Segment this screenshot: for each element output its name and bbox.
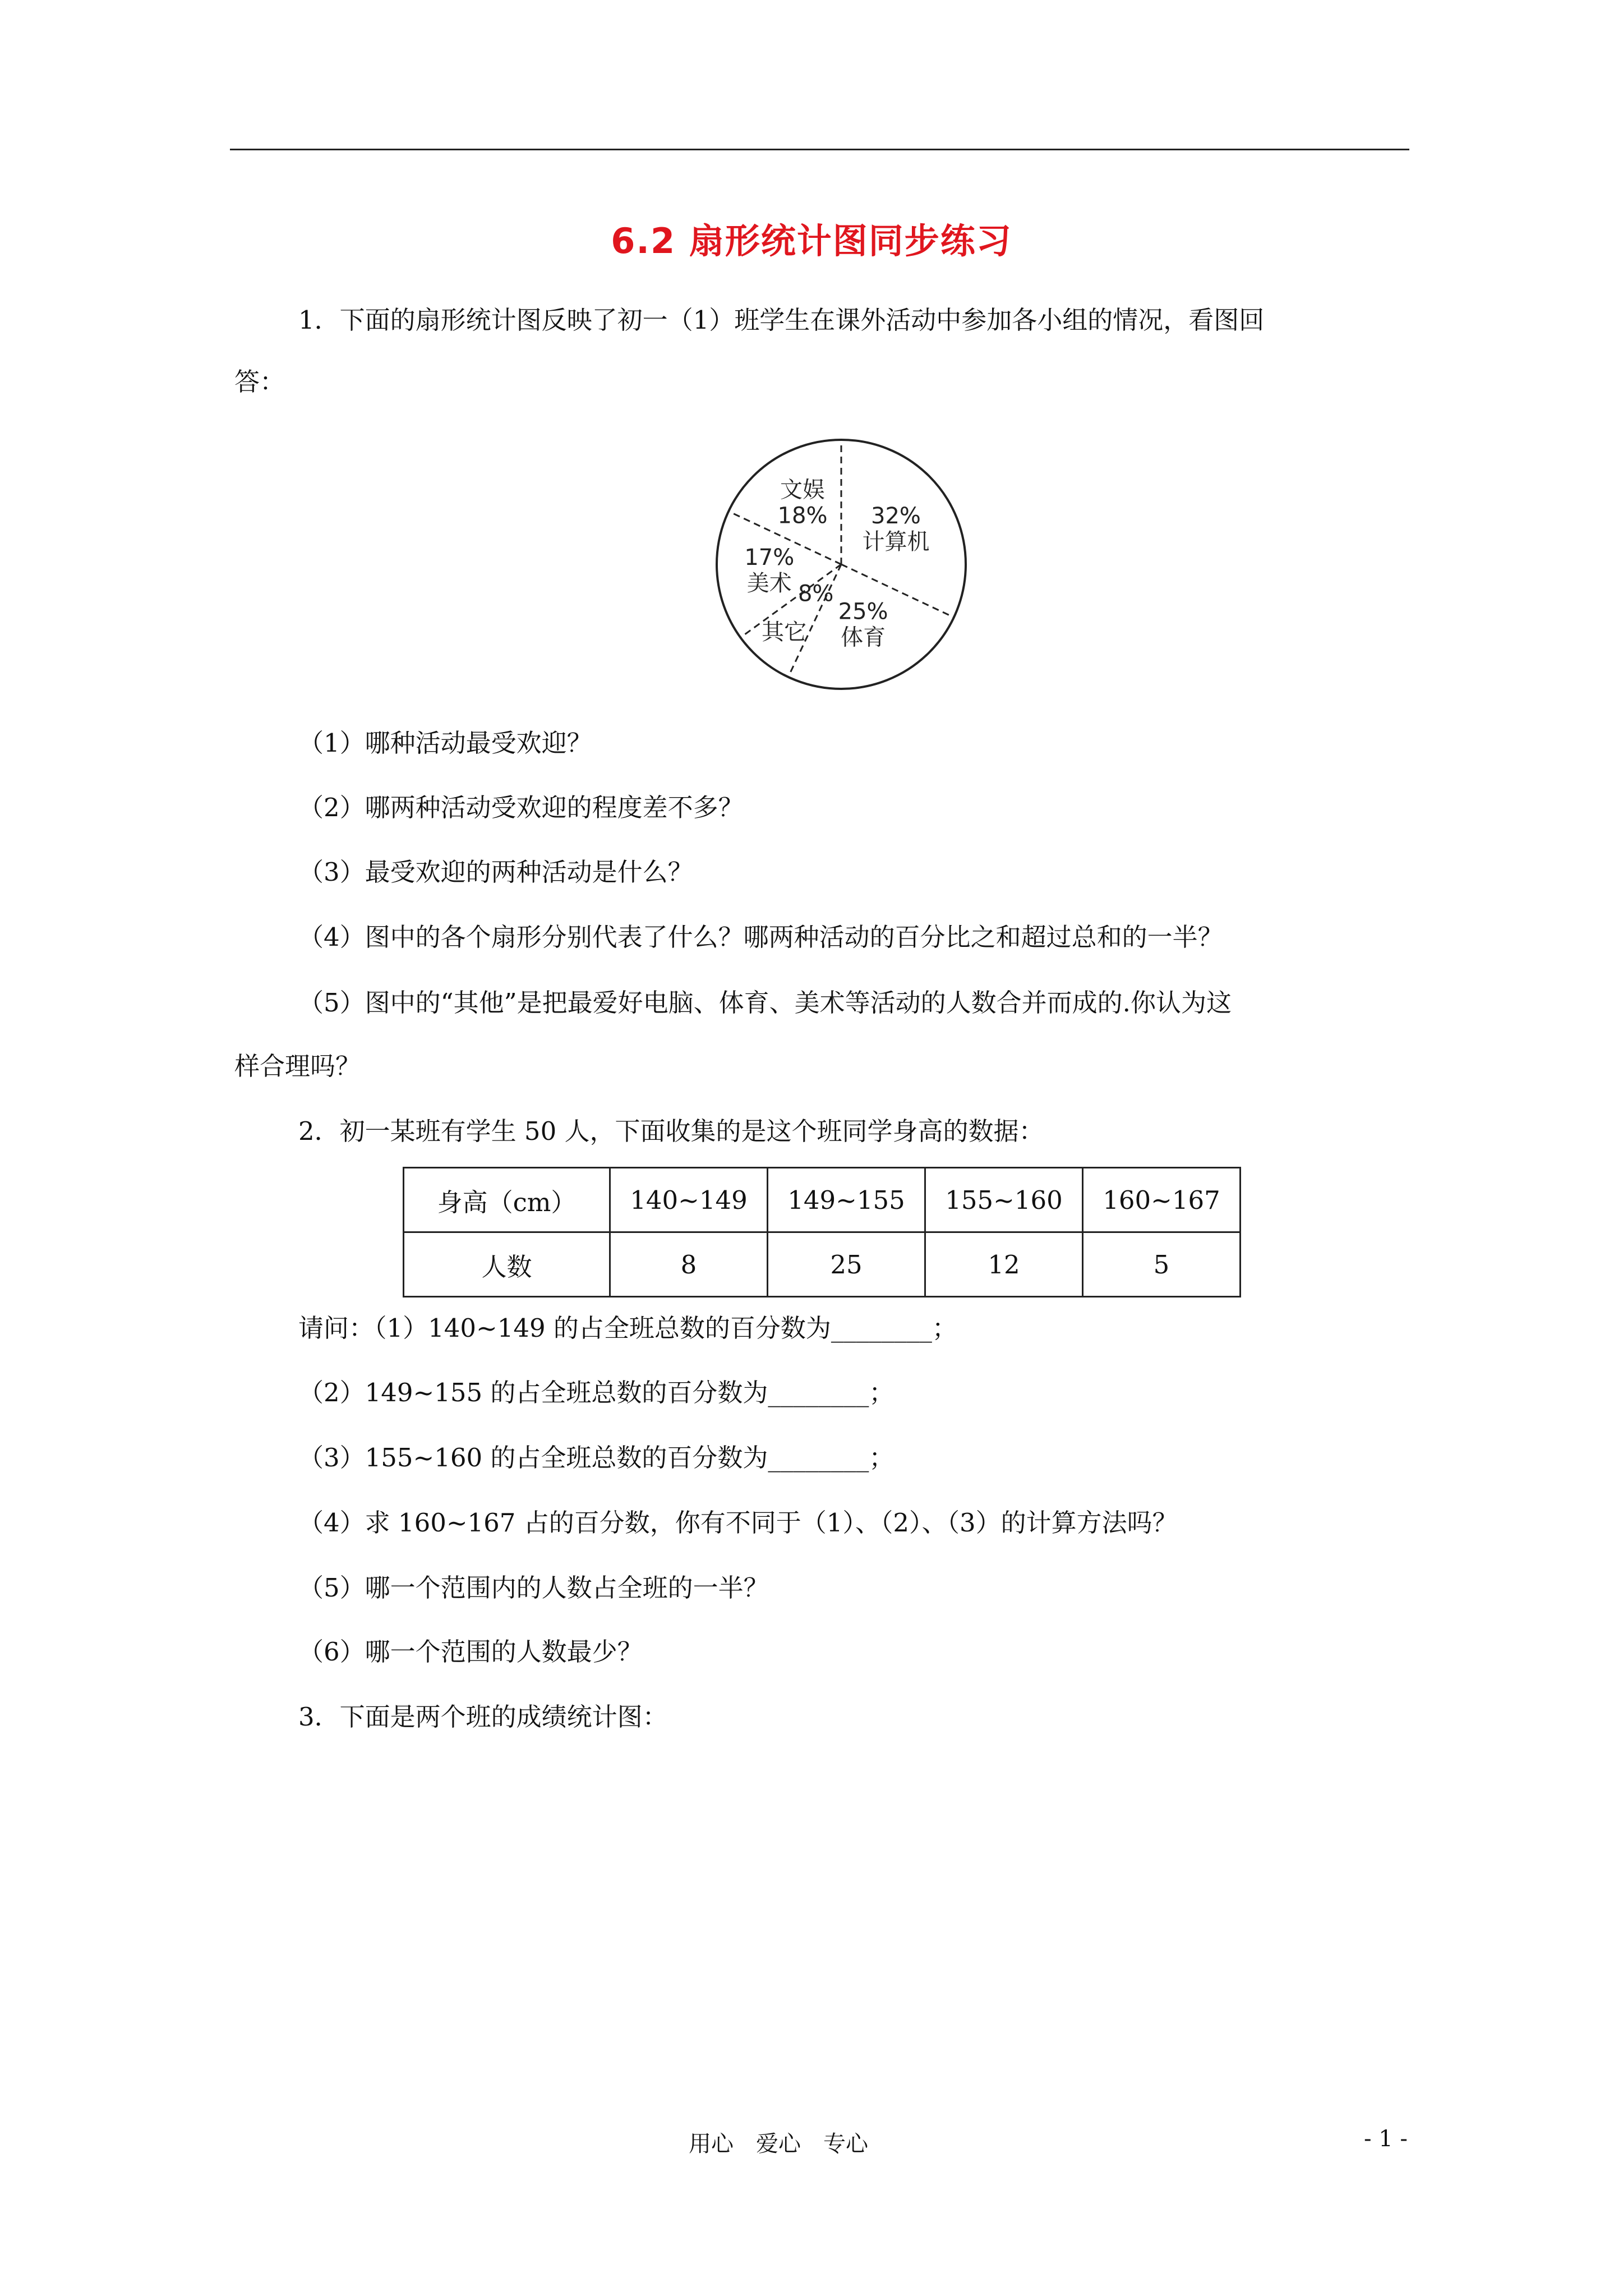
header-rule <box>230 149 1409 150</box>
q2-sub-2: （2）149~155 的占全班总数的百分数为________； <box>298 1378 895 1407</box>
q1-intro-line2: 答： <box>234 367 285 397</box>
q2-sub-3: （3）155~160 的占全班总数的百分数为________； <box>298 1443 895 1473</box>
q1-sub-5: （5）图中的“其他”是把最爱好电脑、体育、美术等活动的人数合并而成的.你认为这 <box>298 988 1232 1018</box>
table-cell: 25 <box>768 1232 925 1297</box>
pie-slice-name-label: 体育 <box>841 624 886 651</box>
q2-sub-6: （6）哪一个范围的人数最少？ <box>298 1637 643 1667</box>
q2-intro: 2．初一某班有学生 50 人，下面收集的是这个班同学身高的数据： <box>298 1116 1044 1146</box>
table-row <box>404 1168 1241 1232</box>
q1-sub-4: （4）图中的各个扇形分别代表了什么？哪两种活动的百分比之和超过总和的一半？ <box>298 922 1223 952</box>
pie-slice-pct-label: 18% <box>777 503 828 529</box>
q2-sub-5: （5）哪一个范围内的人数占全班的一半？ <box>298 1573 769 1603</box>
table-cell: 12 <box>925 1232 1083 1297</box>
table-row <box>404 1232 1241 1297</box>
pie-slice-pct-label: 32% <box>871 503 921 530</box>
table-cell: 人数 <box>404 1232 610 1297</box>
pie-slice-name-label: 文娱 <box>780 477 826 503</box>
q1-sub-1: （1）哪种活动最受欢迎？ <box>298 728 592 758</box>
pie-slice-pct-label: 8% <box>797 581 834 607</box>
table-cell: 155~160 <box>925 1168 1083 1232</box>
q3-intro: 3．下面是两个班的成绩统计图： <box>298 1702 668 1732</box>
q2-sub-1: 请问：（1）140~149 的占全班总数的百分数为________； <box>298 1313 957 1343</box>
table-cell: 身高（cm） <box>404 1168 610 1232</box>
pie-slice-name-label: 计算机 <box>862 529 930 555</box>
q1-sub-2: （2）哪两种活动受欢迎的程度差不多？ <box>298 793 744 822</box>
pie-slice-pct-label: 25% <box>838 599 888 625</box>
q1-sub-5-cont: 样合理吗？ <box>234 1051 361 1081</box>
table-cell: 5 <box>1083 1232 1241 1297</box>
page-number: - 1 - <box>1364 2126 1408 2152</box>
page-title: 6.2 扇形统计图同步练习 <box>611 220 1012 261</box>
table-cell: 160~167 <box>1083 1168 1241 1232</box>
q2-sub-4: （4）求 160~167 占的百分数，你有不同于（1）、（2）、（3）的计算方法吗？ <box>298 1508 1178 1538</box>
table-cell: 8 <box>610 1232 768 1297</box>
pie-slice-pct-label: 17% <box>744 545 795 571</box>
table-cell: 140~149 <box>610 1168 768 1232</box>
q1-intro-line1: 1．下面的扇形统计图反映了初一（1）班学生在课外活动中参加各小组的情况，看图回 <box>298 305 1265 335</box>
q1-sub-3: （3）最受欢迎的两种活动是什么？ <box>298 857 693 887</box>
footer-motto: 用心 爱心 专心 <box>689 2131 868 2157</box>
pie-slice-name-label: 美术 <box>746 570 792 597</box>
pie-chart <box>712 431 981 694</box>
table-cell: 149~155 <box>768 1168 925 1232</box>
pie-slice-name-label: 其它 <box>762 619 807 646</box>
height-table <box>403 1167 1241 1297</box>
